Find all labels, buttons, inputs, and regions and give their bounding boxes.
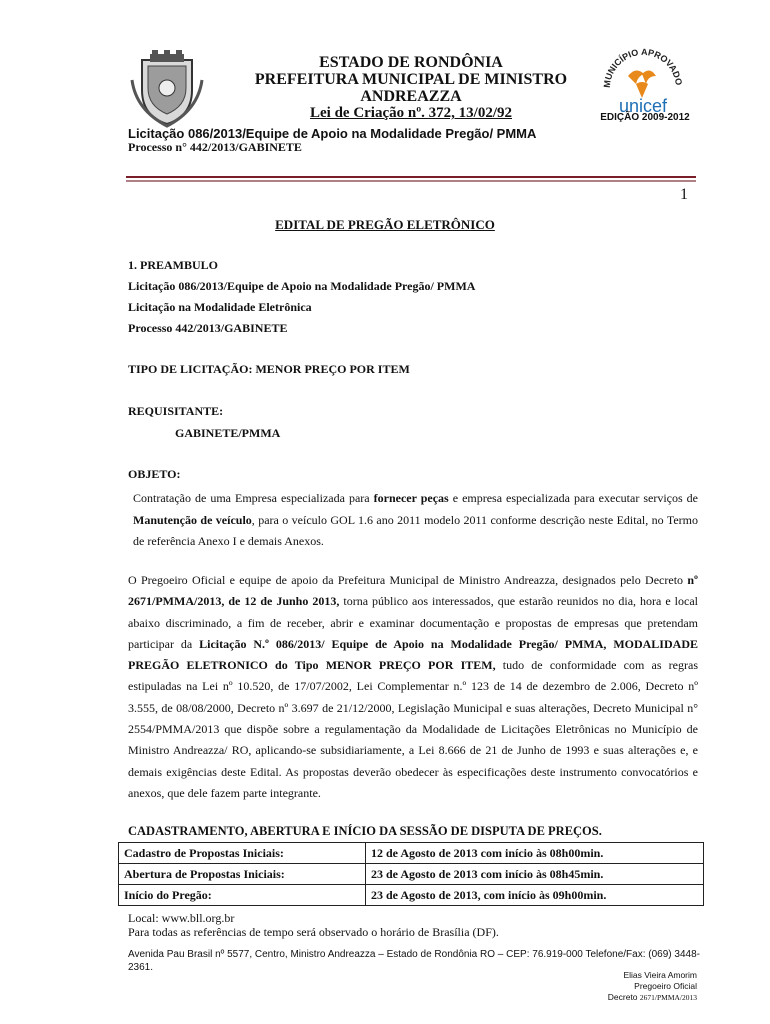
header-block — [215, 54, 607, 122]
signature-decree-value: 2671/PMMA/2013 — [639, 993, 697, 1002]
pregoeiro-paragraph — [128, 570, 698, 804]
schedule-table — [118, 842, 704, 906]
requisitante-label: REQUISITANTE: — [128, 404, 224, 418]
local-url: Local: www.bll.org.br — [128, 911, 235, 925]
edicao-label: EDIÇÃO 2009-2012 — [600, 112, 690, 123]
schedule-label: Início do Pregão: — [119, 885, 366, 906]
objeto-bold-1: fornecer peças — [373, 491, 449, 505]
objeto-bold-2: Manutenção de veículo — [133, 512, 252, 527]
municipio-aprovado-seal-icon — [588, 36, 698, 116]
footer-address: Avenida Pau Brasil nº 5577, Centro, Ministro Andreazza – Estado de Rondônia RO – CEP: 76.919-000 Telefone/Fax: (069) 3448-2361. — [128, 949, 700, 973]
schedule-value: 23 de Agosto de 2013 com início às 08h45min. — [366, 864, 704, 885]
preambulo-line-modalidade: Licitação na Modalidade Eletrônica — [128, 300, 312, 314]
schedule-label: Cadastro de Propostas Iniciais: — [119, 843, 366, 864]
objeto-paragraph — [133, 488, 698, 553]
objeto-text-1: Contratação de uma Empresa especializada para — [133, 491, 374, 505]
header-divider-shadow — [126, 180, 696, 182]
header-lei: Lei de Criação nº. 372, 13/02/92 — [309, 105, 513, 121]
signature-block — [560, 970, 697, 1003]
objeto-label: OBJETO: — [128, 467, 181, 481]
header-state: ESTADO DE RONDÔNIA — [319, 54, 503, 71]
tipo-licitacao: TIPO DE LICITAÇÃO: MENOR PREÇO POR ITEM — [128, 362, 410, 376]
pregoeiro-text-2: torna público aos interessados, que estarão reunidos no dia, hora e local abaixo discriminado, a fim de receber, abrir e examinar documentação e propostas de empresas que pretendam participar da — [128, 594, 698, 651]
horario-note: Para todas as referências de tempo será observado o horário de Brasília (DF). — [128, 925, 499, 939]
header-prefeitura: PREFEITURA MUNICIPAL DE MINISTRO ANDREAZZA — [254, 71, 568, 105]
table-row — [119, 885, 704, 906]
preambulo-line-processo: Processo 442/2013/GABINETE — [128, 321, 288, 335]
page-number: 1 — [680, 186, 688, 203]
document-title: EDITAL DE PREGÃO ELETRÔNICO — [275, 217, 495, 232]
local-block — [128, 911, 499, 939]
pregoeiro-bold-2: Licitação N.º 086/2013/ Equipe de Apoio na Modalidade Pregão/ PMMA, MODALIDADE PREGÃO ELETRONICO do Tipo MENOR PREÇO POR ITEM, — [128, 636, 698, 673]
seal-arc-text: MUNICÍPIO APROVADO — [601, 46, 684, 89]
schedule-value: 12 de Agosto de 2013 com início às 08h00min. — [366, 843, 704, 864]
table-row — [119, 843, 704, 864]
schedule-value: 23 de Agosto de 2013, com início às 09h00min. — [366, 885, 704, 906]
signature-name: Elias Vieira Amorim — [623, 970, 697, 980]
signature-decree-label: Decreto — [607, 992, 638, 1002]
signature-decree — [560, 992, 697, 1003]
cadastramento-title: CADASTRAMENTO, ABERTURA E INÍCIO DA SESSÃO DE DISPUTA DE PREÇOS. — [128, 824, 602, 838]
preambulo-heading: 1. PREAMBULO — [128, 258, 218, 272]
signature-role: Pregoeiro Oficial — [634, 981, 697, 991]
objeto-text-3: , para o veículo GOL 1.6 ano 2011 modelo 2011 conforme descrição neste Edital, no Termo de referência Anexo I e demais Anexos. — [133, 512, 698, 548]
pregoeiro-text-3: tudo de conformidade com as regras estipuladas na Lei nº 10.520, de 17/07/2002, Lei Complementar n.º 123 de 14 de dezembro de 2.006, Decreto nº 3.555, de 08/08/2000, Decreto nº 3.697 de 21/12/2000, Legislação Municipal e suas alterações, Decreto Municipal n° 2554/PMMA/2013 que dispõe sobre a regulamentação da Modalidade de Licitações Eletrônicas no Município de Ministro Andreazza/ RO, aplicando-se subsidiariamente, a Lei 8.666 de 21 de Junho de 1993 e suas alterações e, e demais exigências deste Edital. As propostas deverão obedecer às especificações deste instrumento convocatórios e anexos, que dele fazem parte integrante. — [128, 658, 698, 800]
preambulo-line-licitacao: Licitação 086/2013/Equipe de Apoio na Modalidade Pregão/ PMMA — [128, 279, 476, 293]
header-divider — [126, 176, 696, 178]
municipal-crest-icon — [128, 50, 206, 128]
table-row — [119, 864, 704, 885]
header-processo: Processo n° 442/2013/GABINETE — [128, 140, 302, 154]
schedule-label: Abertura de Propostas Iniciais: — [119, 864, 366, 885]
objeto-text-2: e empresa especializada para executar serviços de — [448, 491, 698, 505]
pregoeiro-text-1: O Pregoeiro Oficial e equipe de apoio da Prefeitura Municipal de Ministro Andreazza, designados pelo Decreto — [128, 573, 688, 587]
header-licitacao: Licitação 086/2013/Equipe de Apoio na Modalidade Pregão/ PMMA — [128, 126, 537, 141]
requisitante-value: GABINETE/PMMA — [175, 426, 281, 440]
pregoeiro-bold-1: nº 2671/PMMA/2013, de 12 de Junho 2013, — [128, 573, 698, 609]
seal-unicef-wordmark: unicef — [618, 96, 668, 116]
